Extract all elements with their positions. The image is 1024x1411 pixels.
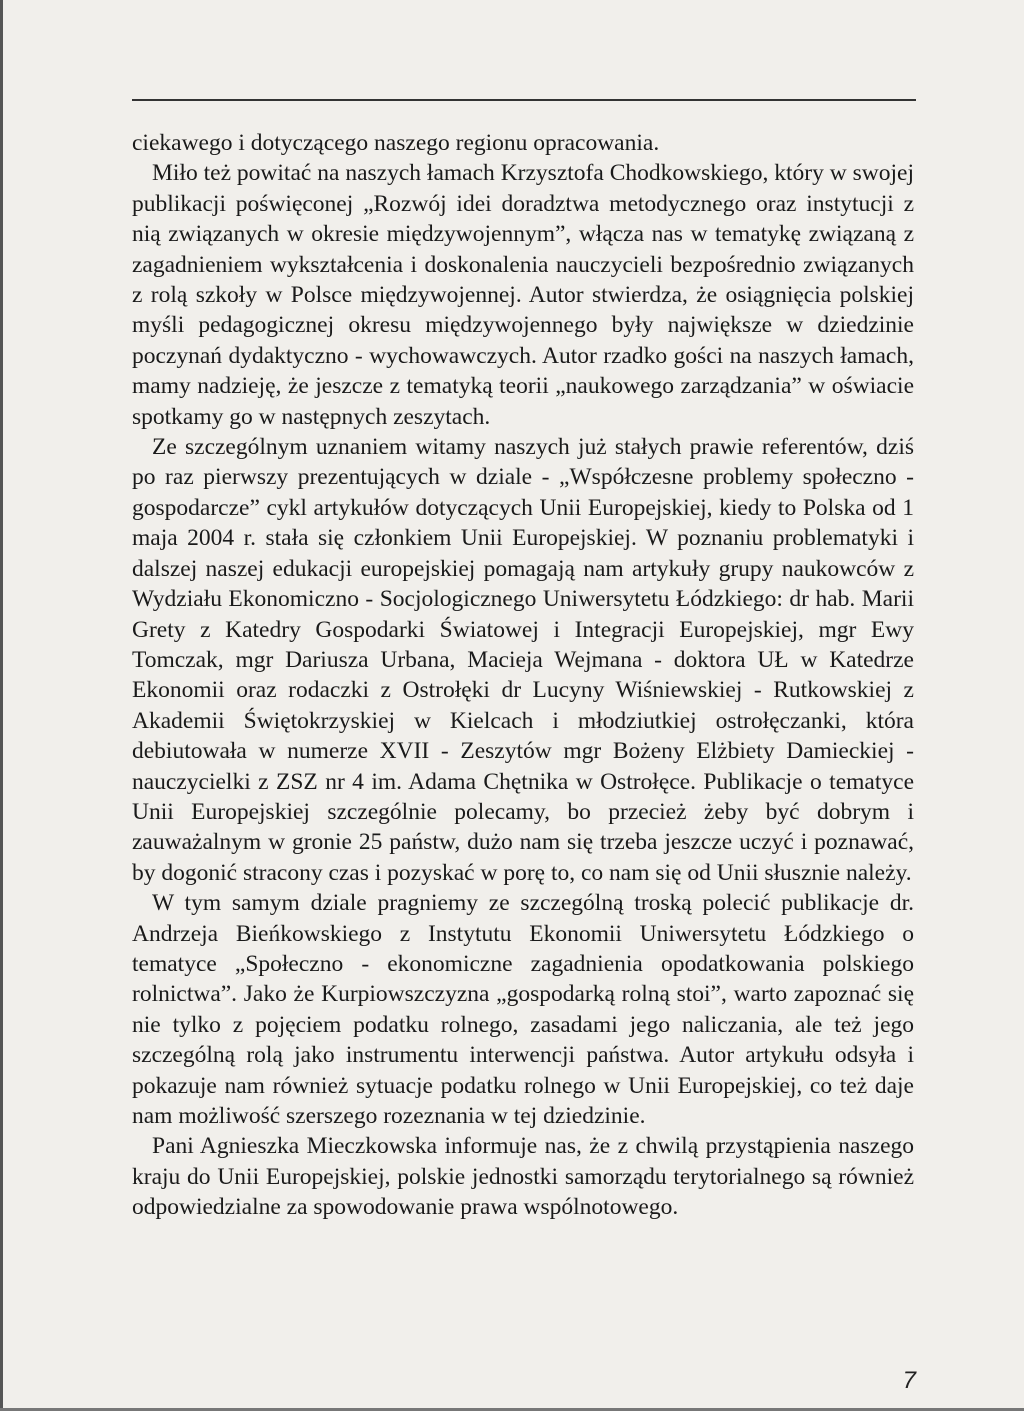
paragraph: Pani Agnieszka Mieczkowska informuje nas, że z chwilą przystąpienia naszego kraju do Unii Europejskiej, polskie jednostki samorządu terytorialnego są również odpowiedzialne za spowodowanie prawa wspólnotowego. bbox=[132, 1133, 914, 1221]
paragraph: Ze szczególnym uznaniem witamy naszych już stałych prawie referentów, dziś po raz pierwszy prezentujących w dziale - „Współczesne problemy społeczno - gospodarcze” cykl artykułów dotyczących Unii Europejskiej, kiedy to Polska od 1 maja 2004 r. stała się członkiem Unii Europejskiej. W poznaniu problematyki i dalszej naszej edukacji europejskiej pomagają nam artykuły grupy naukowców z Wydziału Ekonomiczno - Socjologicznego Uniwersytetu Łódzkiego: dr hab. Marii Grety z Katedry Gospodarki Światowej i Integracji Europejskiej, mgr Ewy Tomczak, mgr Dariusza Urbana, Macieja Wejmana - doktora UŁ w Katedrze Ekonomii oraz rodaczki z Ostrołęki dr Lucyny Wiśniewskiej - Rutkowskiej z Akademii Świętokrzyskiej w Kielcach i młodziutkiej ostrołęczanki, która debiutowała w numerze XVII - Zeszytów mgr Bożeny Elżbiety Damieckiej - nauczycielki z ZSZ nr 4 im. Adama Chętnika w Ostrołęce. Publikacje o tematyce Unii Europejskiej szczególnie polecamy, bo przecież żeby być dobrym i zauważalnym w gronie 25 państw, dużo nam się trzeba jeszcze uczyć i poznawać, by dogonić stracony czas i pozyskać w porę to, co nam się od Unii słusznie należy. bbox=[132, 434, 914, 886]
page-left-edge bbox=[0, 0, 3, 1411]
header-rule bbox=[132, 99, 916, 101]
body-text bbox=[132, 128, 914, 1223]
paragraph: ciekawego i dotyczącego naszego regionu opracowania. bbox=[132, 130, 660, 156]
paragraph: Miło też powitać na naszych łamach Krzysztofa Chodkowskiego, który w swojej publikacji poświęconej „Rozwój idei doradztwa metodycznego oraz instytucji z nią związanych w okresie międzywojennym”, włącza nas w tematykę związaną z zagadnieniem wykształcenia i doskonalenia nauczycieli bezpośrednio związanych z rolą szkoły w Polsce międzywojennej. Autor stwierdza, że osiągnięcia polskiej myśli pedagogicznej okresu międzywojennego były największe w dziedzinie poczynań dydaktyczno - wychowawczych. Autor rzadko gości na naszych łamach, mamy nadzieję, że jeszcze z tematyką teorii „naukowego zarządzania” w oświacie spotkamy go w następnych zeszytach. bbox=[132, 160, 914, 430]
paragraph: W tym samym dziale pragniemy ze szczególną troską polecić publikacje dr. Andrzeja Bieńkowskiego z Instytutu Ekonomii Uniwersytetu Łódzkiego o tematyce „Społeczno - ekonomiczne zagadnienia opodatkowania polskiego rolnictwa”. Jako że Kurpiowszczyzna „gospodarką rolną stoi”, warto zapoznać się nie tylko z pojęciem podatku rolnego, zasadami jego naliczania, ale też jego szczególną rolą jako instrumentu interwencji państwa. Autor artykułu odsyła i pokazuje nam również sytuacje podatku rolnego w Unii Europejskiej, co też daje nam możliwość szerszego rozeznania w tej dziedzinie. bbox=[132, 890, 914, 1129]
page-number: 7 bbox=[902, 1367, 916, 1394]
